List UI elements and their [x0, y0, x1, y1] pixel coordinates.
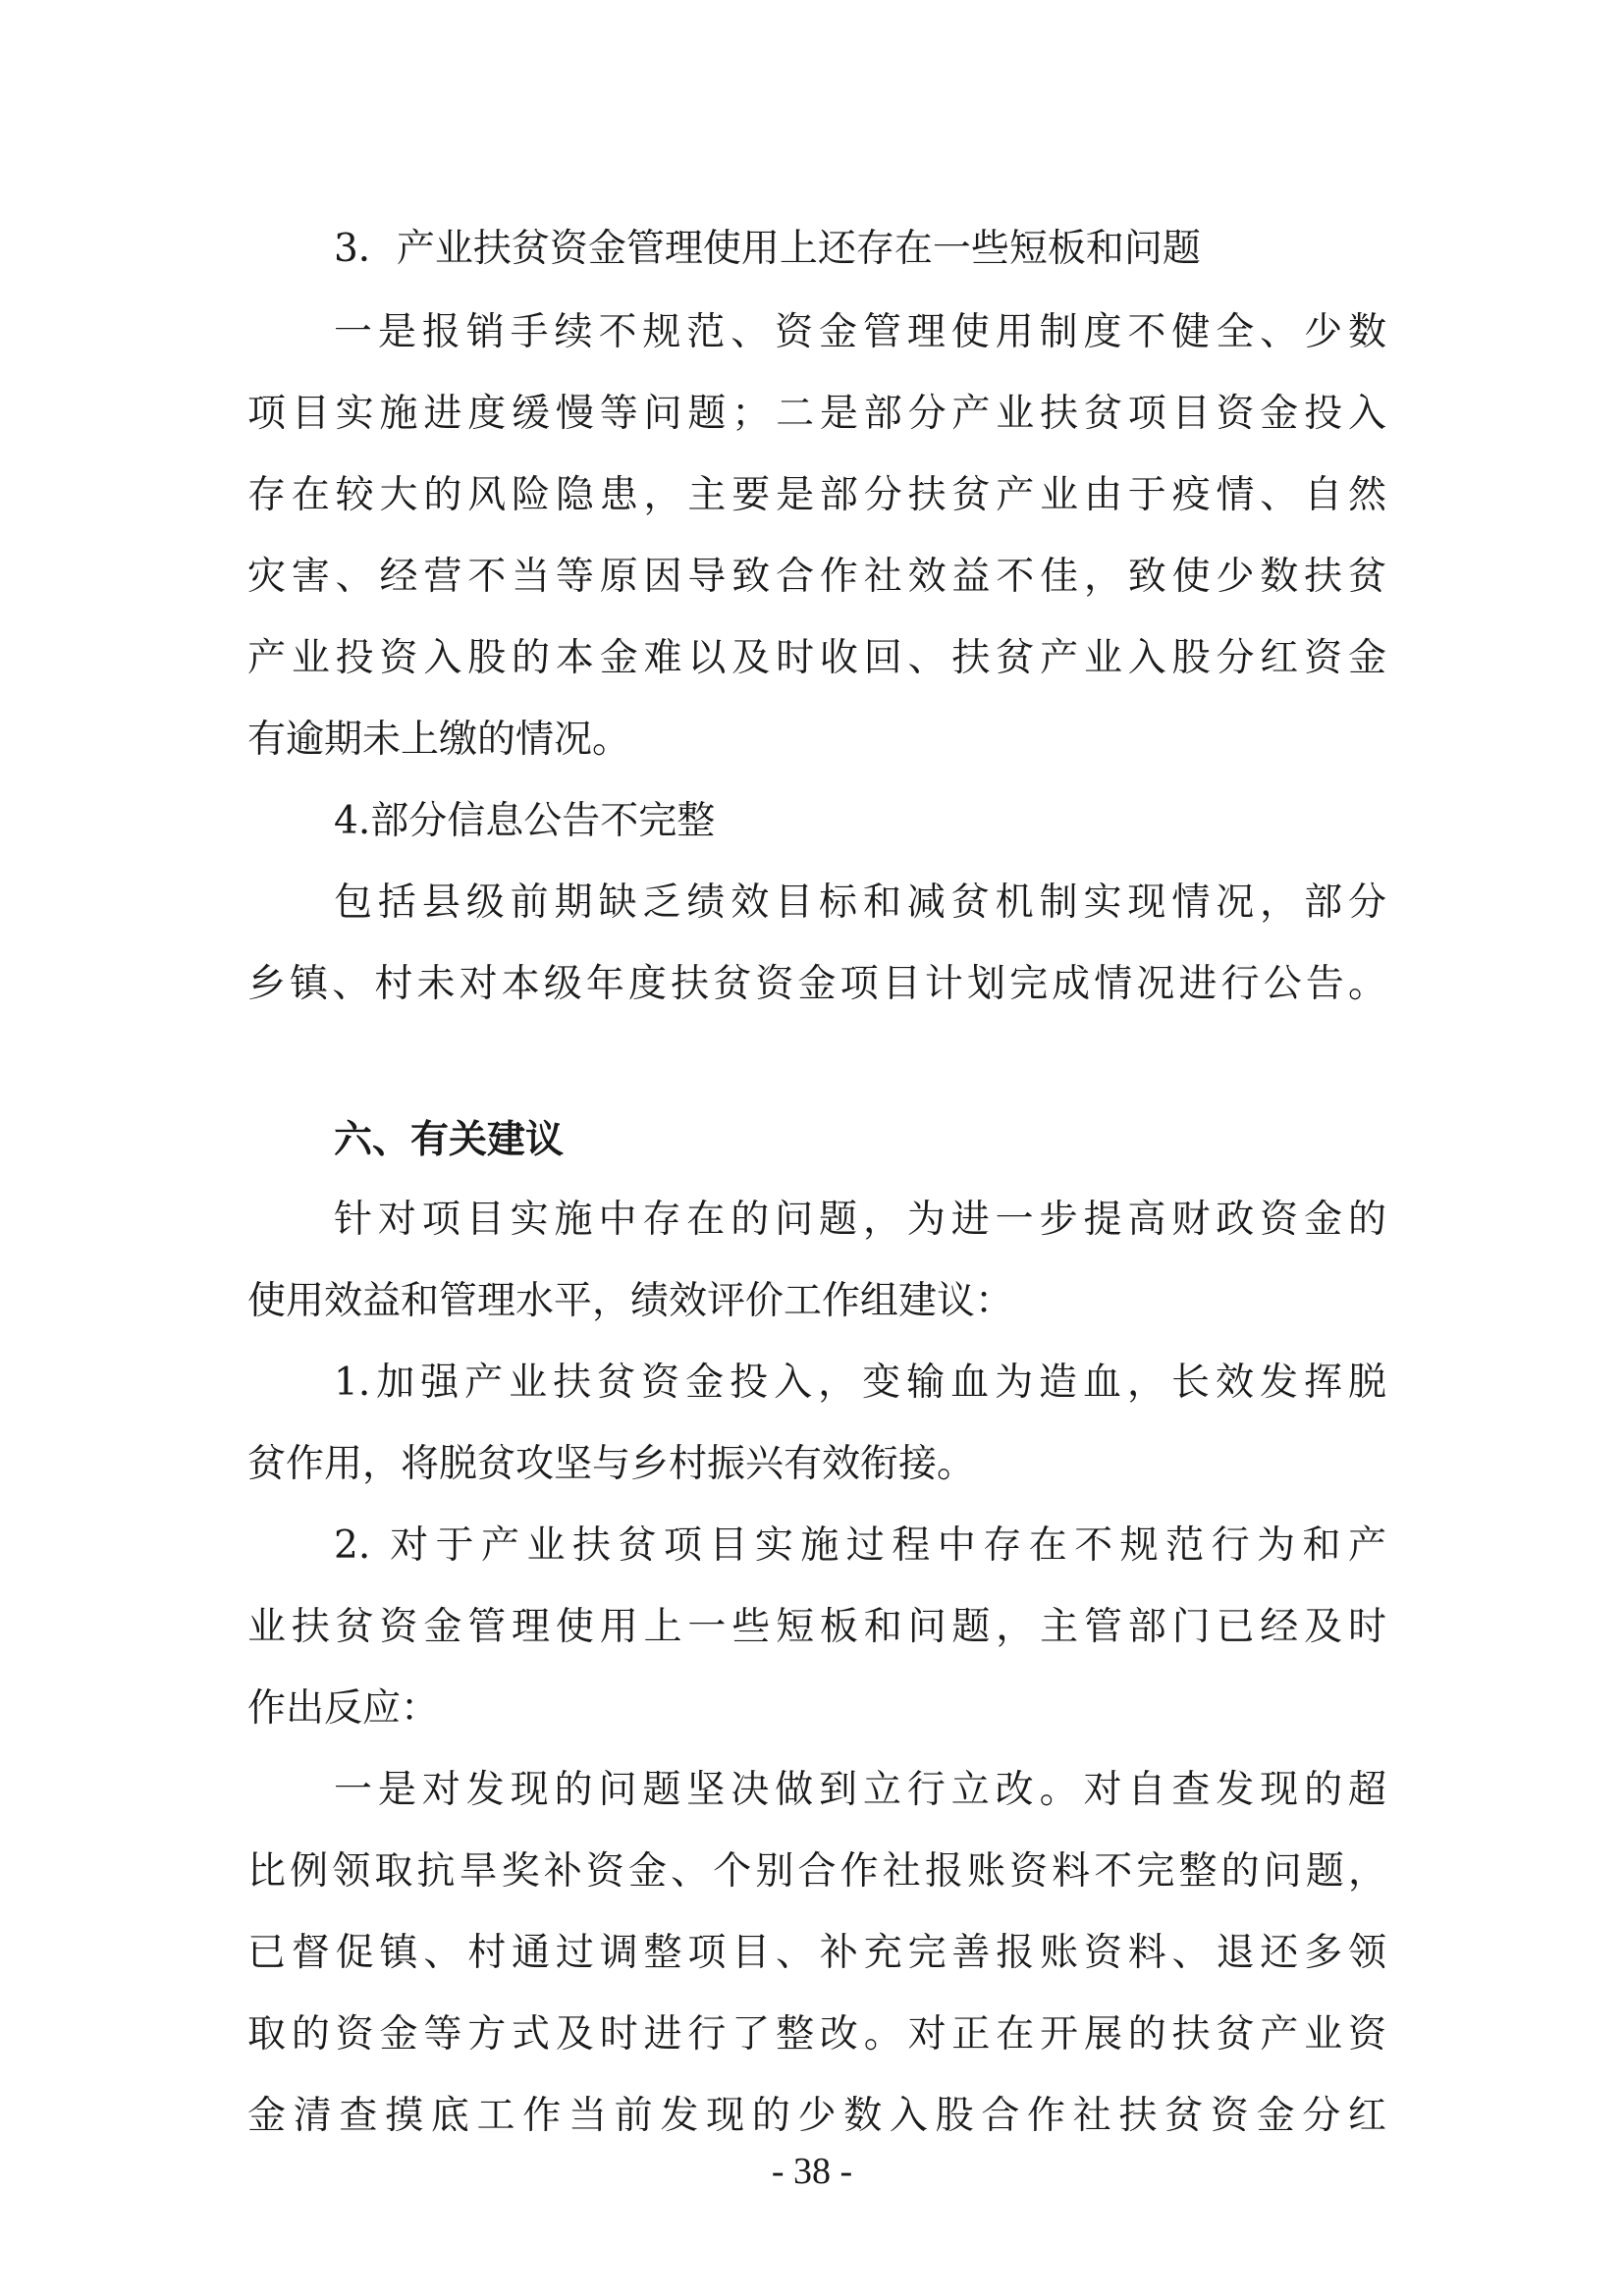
text-line: 已督促镇、村通过调整项目、补充完善报账资料、退还多领: [247, 1931, 1386, 1975]
text-line: 有逾期未上缴的情况。: [247, 718, 631, 762]
text-line: 作出反应：: [247, 1686, 440, 1731]
page-number: - 38 -: [771, 2151, 853, 2192]
text-line: 比例领取抗旱奖补资金、个别合作社报账资料不完整的问题，: [247, 1849, 1386, 1894]
text-line: 针对项目实施中存在的问题，为进一步提高财政资金的: [334, 1198, 1386, 1242]
text-line: 项目实施进度缓慢等问题；二是部分产业扶贫项目资金投入: [247, 392, 1386, 436]
text-line: 3．产业扶贫资金管理使用上还存在一些短板和问题: [334, 227, 1201, 271]
text-line: 使用效益和管理水平，绩效评价工作组建议：: [247, 1279, 1014, 1323]
text-line: 4.部分信息公告不完整: [334, 799, 716, 843]
text-line: 1.加强产业扶贫资金投入，变输血为造血，长效发挥脱: [334, 1361, 1386, 1405]
text-line: 2. 对于产业扶贫项目实施过程中存在不规范行为和产: [334, 1523, 1386, 1568]
text-line: 业扶贫资金管理使用上一些短板和问题，主管部门已经及时: [247, 1605, 1386, 1649]
text-line: 包括县级前期缺乏绩效目标和减贫机制实现情况，部分: [334, 881, 1386, 925]
text-line: 取的资金等方式及时进行了整改。对正在开展的扶贫产业资: [247, 2012, 1386, 2056]
text-line: 一是报销手续不规范、资金管理使用制度不健全、少数: [334, 310, 1386, 354]
text-line: 金清查摸底工作当前发现的少数入股合作社扶贫资金分红: [247, 2094, 1386, 2138]
text-line: 存在较大的风险隐患，主要是部分扶贫产业由于疫情、自然: [247, 473, 1386, 517]
text-line: 贫作用，将脱贫攻坚与乡村振兴有效衔接。: [247, 1442, 976, 1486]
text-line: 灾害、经营不当等原因导致合作社效益不佳，致使少数扶贫: [247, 555, 1386, 599]
text-line: 一是对发现的问题坚决做到立行立改。对自查发现的超: [334, 1768, 1386, 1812]
section-heading: 六、有关建议: [334, 1118, 565, 1162]
text-line: 产业投资入股的本金难以及时收回、扶贫产业入股分红资金: [247, 636, 1386, 680]
text-line: 乡镇、村未对本级年度扶贫资金项目计划完成情况进行公告。: [247, 962, 1386, 1006]
